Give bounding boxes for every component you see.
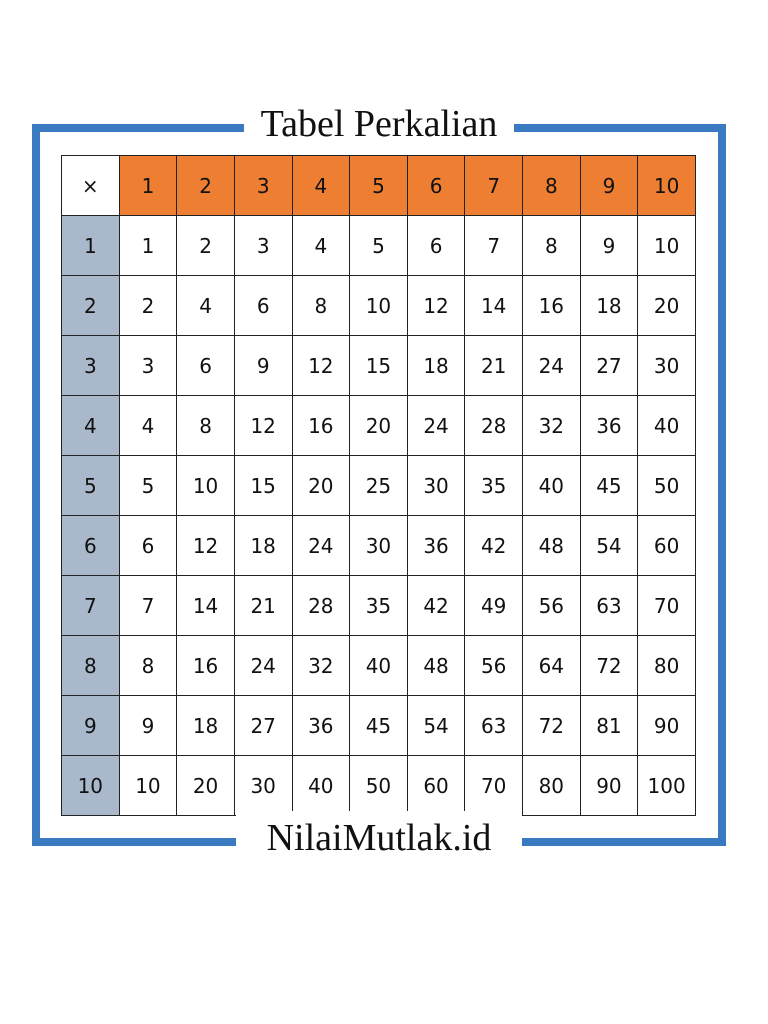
product-cell: 25 bbox=[350, 456, 408, 516]
column-header: 7 bbox=[465, 156, 523, 216]
product-cell: 6 bbox=[234, 276, 292, 336]
product-cell: 5 bbox=[350, 216, 408, 276]
product-cell: 18 bbox=[177, 696, 235, 756]
product-cell: 9 bbox=[119, 696, 177, 756]
table-row bbox=[62, 516, 696, 576]
table-row bbox=[62, 456, 696, 516]
product-cell: 4 bbox=[119, 396, 177, 456]
product-cell: 45 bbox=[580, 456, 638, 516]
product-cell: 24 bbox=[234, 636, 292, 696]
product-cell: 45 bbox=[350, 696, 408, 756]
column-header: 9 bbox=[580, 156, 638, 216]
product-cell: 42 bbox=[407, 576, 465, 636]
table-row bbox=[62, 396, 696, 456]
product-cell: 36 bbox=[292, 696, 350, 756]
header-row bbox=[62, 156, 696, 216]
product-cell: 9 bbox=[234, 336, 292, 396]
column-header: 4 bbox=[292, 156, 350, 216]
product-cell: 70 bbox=[638, 576, 696, 636]
product-cell: 81 bbox=[580, 696, 638, 756]
column-header: 2 bbox=[177, 156, 235, 216]
product-cell: 70 bbox=[465, 756, 523, 816]
product-cell: 3 bbox=[119, 336, 177, 396]
product-cell: 12 bbox=[292, 336, 350, 396]
product-cell: 14 bbox=[465, 276, 523, 336]
table-body bbox=[62, 216, 696, 816]
product-cell: 24 bbox=[407, 396, 465, 456]
row-header: 6 bbox=[62, 516, 120, 576]
column-header: 6 bbox=[407, 156, 465, 216]
product-cell: 27 bbox=[580, 336, 638, 396]
table-row bbox=[62, 336, 696, 396]
product-cell: 32 bbox=[523, 396, 581, 456]
row-header: 8 bbox=[62, 636, 120, 696]
row-header: 4 bbox=[62, 396, 120, 456]
product-cell: 54 bbox=[580, 516, 638, 576]
product-cell: 10 bbox=[119, 756, 177, 816]
product-cell: 9 bbox=[580, 216, 638, 276]
multiplication-table bbox=[61, 155, 696, 816]
multiply-icon: × bbox=[81, 173, 99, 198]
product-cell: 16 bbox=[523, 276, 581, 336]
row-header: 5 bbox=[62, 456, 120, 516]
product-cell: 50 bbox=[638, 456, 696, 516]
page-title: Tabel Perkalian bbox=[244, 97, 514, 151]
table-row bbox=[62, 756, 696, 816]
product-cell: 80 bbox=[638, 636, 696, 696]
product-cell: 10 bbox=[638, 216, 696, 276]
column-header: 1 bbox=[119, 156, 177, 216]
footer-brand: NilaiMutlak.id bbox=[236, 811, 522, 865]
product-cell: 4 bbox=[177, 276, 235, 336]
column-header: 10 bbox=[638, 156, 696, 216]
product-cell: 18 bbox=[407, 336, 465, 396]
product-cell: 16 bbox=[292, 396, 350, 456]
row-header: 7 bbox=[62, 576, 120, 636]
product-cell: 30 bbox=[407, 456, 465, 516]
product-cell: 24 bbox=[523, 336, 581, 396]
product-cell: 6 bbox=[177, 336, 235, 396]
product-cell: 3 bbox=[234, 216, 292, 276]
product-cell: 8 bbox=[292, 276, 350, 336]
product-cell: 20 bbox=[638, 276, 696, 336]
product-cell: 20 bbox=[292, 456, 350, 516]
product-cell: 50 bbox=[350, 756, 408, 816]
product-cell: 20 bbox=[350, 396, 408, 456]
table-row bbox=[62, 636, 696, 696]
product-cell: 2 bbox=[119, 276, 177, 336]
product-cell: 2 bbox=[177, 216, 235, 276]
corner-cell bbox=[62, 156, 120, 216]
product-cell: 40 bbox=[292, 756, 350, 816]
product-cell: 90 bbox=[638, 696, 696, 756]
product-cell: 28 bbox=[292, 576, 350, 636]
product-cell: 5 bbox=[119, 456, 177, 516]
product-cell: 63 bbox=[580, 576, 638, 636]
product-cell: 72 bbox=[523, 696, 581, 756]
product-cell: 18 bbox=[580, 276, 638, 336]
product-cell: 21 bbox=[465, 336, 523, 396]
product-cell: 42 bbox=[465, 516, 523, 576]
product-cell: 7 bbox=[119, 576, 177, 636]
product-cell: 8 bbox=[119, 636, 177, 696]
product-cell: 72 bbox=[580, 636, 638, 696]
row-header: 1 bbox=[62, 216, 120, 276]
row-header: 9 bbox=[62, 696, 120, 756]
product-cell: 64 bbox=[523, 636, 581, 696]
product-cell: 56 bbox=[465, 636, 523, 696]
product-cell: 40 bbox=[638, 396, 696, 456]
product-cell: 28 bbox=[465, 396, 523, 456]
product-cell: 56 bbox=[523, 576, 581, 636]
product-cell: 12 bbox=[177, 516, 235, 576]
product-cell: 6 bbox=[119, 516, 177, 576]
product-cell: 15 bbox=[350, 336, 408, 396]
product-cell: 48 bbox=[407, 636, 465, 696]
product-cell: 30 bbox=[350, 516, 408, 576]
product-cell: 63 bbox=[465, 696, 523, 756]
product-cell: 40 bbox=[350, 636, 408, 696]
product-cell: 7 bbox=[465, 216, 523, 276]
column-header: 8 bbox=[523, 156, 581, 216]
product-cell: 14 bbox=[177, 576, 235, 636]
product-cell: 35 bbox=[465, 456, 523, 516]
product-cell: 36 bbox=[580, 396, 638, 456]
product-cell: 1 bbox=[119, 216, 177, 276]
table-row bbox=[62, 576, 696, 636]
product-cell: 36 bbox=[407, 516, 465, 576]
product-cell: 100 bbox=[638, 756, 696, 816]
product-cell: 12 bbox=[234, 396, 292, 456]
row-header: 10 bbox=[62, 756, 120, 816]
product-cell: 18 bbox=[234, 516, 292, 576]
product-cell: 8 bbox=[523, 216, 581, 276]
product-cell: 80 bbox=[523, 756, 581, 816]
product-cell: 32 bbox=[292, 636, 350, 696]
product-cell: 20 bbox=[177, 756, 235, 816]
table-row bbox=[62, 276, 696, 336]
column-header: 5 bbox=[350, 156, 408, 216]
product-cell: 60 bbox=[407, 756, 465, 816]
product-cell: 27 bbox=[234, 696, 292, 756]
product-cell: 40 bbox=[523, 456, 581, 516]
product-cell: 30 bbox=[234, 756, 292, 816]
row-header: 2 bbox=[62, 276, 120, 336]
product-cell: 48 bbox=[523, 516, 581, 576]
product-cell: 60 bbox=[638, 516, 696, 576]
product-cell: 15 bbox=[234, 456, 292, 516]
product-cell: 24 bbox=[292, 516, 350, 576]
product-cell: 30 bbox=[638, 336, 696, 396]
product-cell: 49 bbox=[465, 576, 523, 636]
column-header: 3 bbox=[234, 156, 292, 216]
product-cell: 21 bbox=[234, 576, 292, 636]
table-row bbox=[62, 696, 696, 756]
product-cell: 35 bbox=[350, 576, 408, 636]
product-cell: 12 bbox=[407, 276, 465, 336]
product-cell: 54 bbox=[407, 696, 465, 756]
product-cell: 90 bbox=[580, 756, 638, 816]
product-cell: 4 bbox=[292, 216, 350, 276]
product-cell: 6 bbox=[407, 216, 465, 276]
product-cell: 8 bbox=[177, 396, 235, 456]
product-cell: 10 bbox=[350, 276, 408, 336]
table-row bbox=[62, 216, 696, 276]
row-header: 3 bbox=[62, 336, 120, 396]
product-cell: 10 bbox=[177, 456, 235, 516]
product-cell: 16 bbox=[177, 636, 235, 696]
